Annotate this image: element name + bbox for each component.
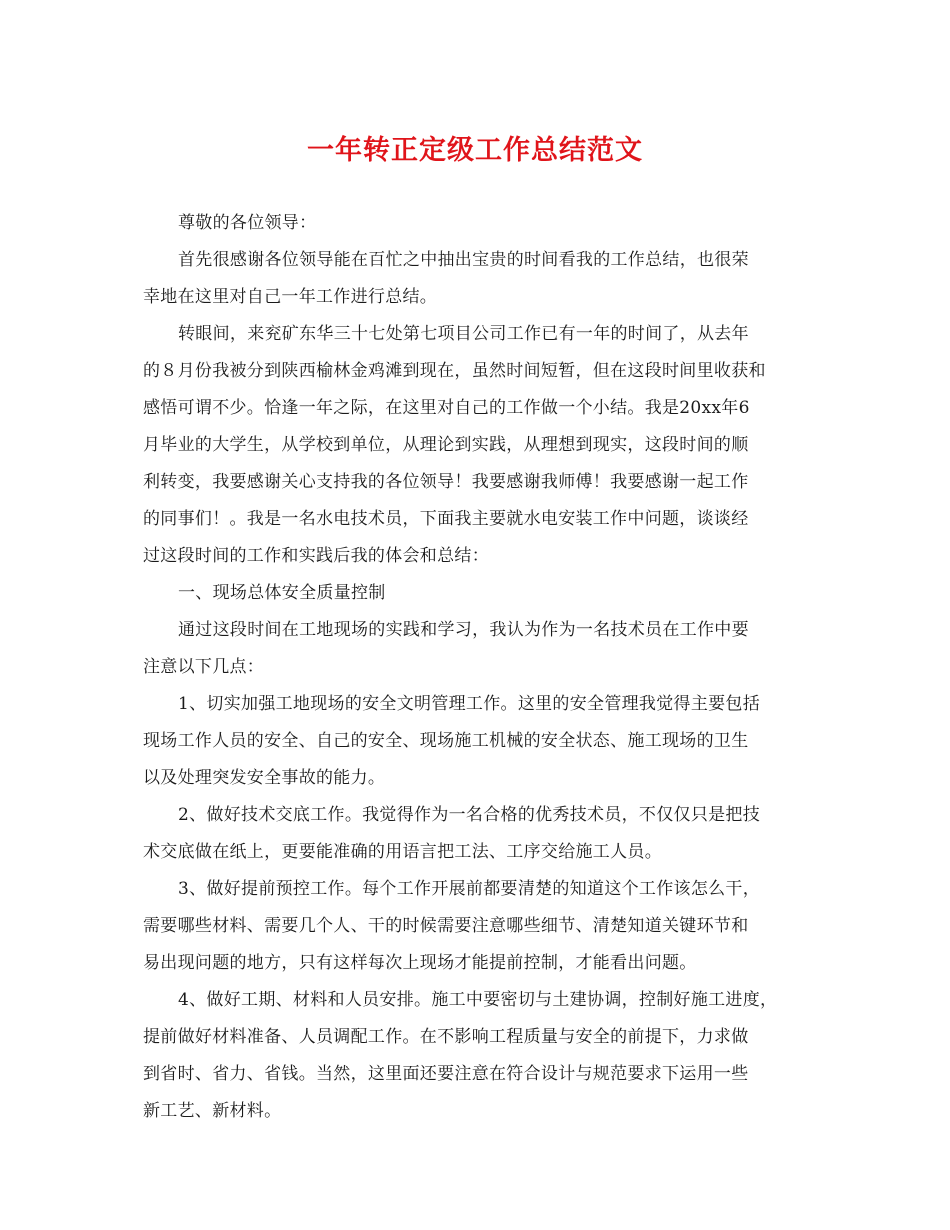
list-item-line: 新工艺、新材料。: [143, 1101, 282, 1121]
list-item-line: 术交底做在纸上，更要能准确的用语言把工法、工序交给施工人员。: [143, 842, 662, 862]
list-item-line: 需要哪些材料、需要几个人、干的时候需要注意哪些细节、清楚知道关键环节和: [143, 916, 749, 936]
paragraph-line: 通过这段时间在工地现场的实践和学习，我认为作为一名技术员在工作中要: [178, 620, 749, 640]
list-item-line: 易出现问题的地方，只有这样每次上现场才能提前控制，才能看出问题。: [143, 953, 697, 973]
paragraph-line: 注意以下几点：: [143, 657, 265, 677]
list-item-line: 以及处理突发安全事故的能力。: [143, 768, 386, 788]
section-heading: 一、现场总体安全质量控制: [178, 583, 386, 603]
paragraph-line: 月毕业的大学生，从学校到单位，从理论到实践，从理想到现实，这段时间的顺: [143, 435, 749, 455]
list-item-line: 1、切实加强工地现场的安全文明管理工作。这里的安全管理我觉得主要包括: [178, 694, 761, 714]
paragraph-line: 感悟可谓不少。恰逢一年之际，在这里对自己的工作做一个小结。我是20xx年6: [143, 398, 750, 418]
list-item-line: 现场工作人员的安全、自己的安全、现场施工机械的安全状态、施工现场的卫生: [143, 731, 749, 751]
paragraph-line: 利转变，我要感谢关心支持我的各位领导！我要感谢我师傅！我要感谢一起工作: [143, 472, 749, 492]
salutation: 尊敬的各位领导：: [178, 213, 317, 233]
list-item-line: 提前做好材料准备、人员调配工作。在不影响工程质量与安全的前提下，力求做: [143, 1027, 749, 1047]
paragraph-line: 的同事们！。我是一名水电技术员，下面我主要就水电安装工作中问题，谈谈经: [143, 509, 749, 529]
paragraph-line: 的８月份我被分到陕西榆林金鸡滩到现在，虽然时间短暂，但在这段时间里收获和: [143, 361, 766, 381]
document-title: 一年转正定级工作总结范文: [307, 135, 643, 166]
list-item-line: 到省时、省力、省钱。当然，这里面还要注意在符合设计与规范要求下运用一些: [143, 1064, 749, 1084]
list-item-line: 2、做好技术交底工作。我觉得作为一名合格的优秀技术员，不仅仅只是把技: [178, 805, 761, 825]
paragraph-line: 幸地在这里对自己一年工作进行总结。: [143, 287, 438, 307]
paragraph-line: 首先很感谢各位领导能在百忙之中抽出宝贵的时间看我的工作总结，也很荣: [178, 250, 749, 270]
paragraph-line: 过这段时间的工作和实践后我的体会和总结：: [143, 546, 489, 566]
list-item-line: 4、做好工期、材料和人员安排。施工中要密切与土建协调，控制好施工进度，: [178, 990, 778, 1010]
list-item-line: 3、做好提前预控工作。每个工作开展前都要清楚的知道这个工作该怎么干，: [178, 879, 761, 899]
paragraph-line: 转眼间，来兖矿东华三十七处第七项目公司工作已有一年的时间了，从去年: [178, 324, 749, 344]
